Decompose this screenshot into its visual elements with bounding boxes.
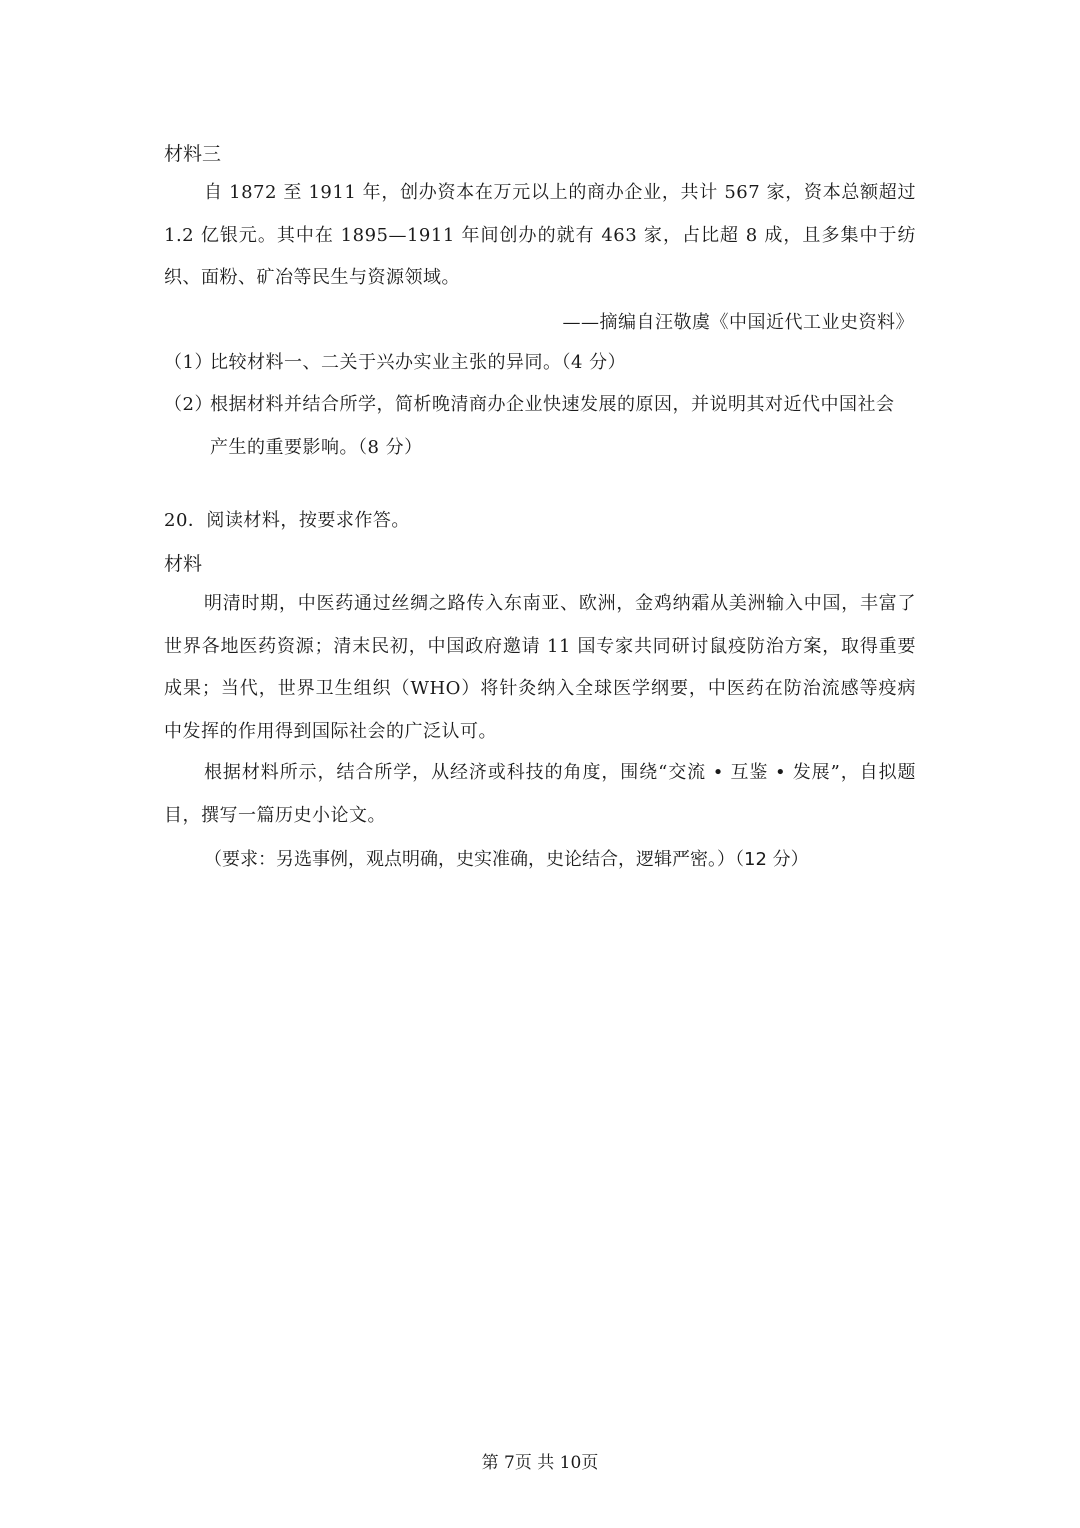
question-1-number: （1） <box>164 352 213 373</box>
question-2 <box>164 384 916 469</box>
question-20-material-heading: 材料 <box>164 553 203 575</box>
question-20-paragraph-2: 根据材料所示，结合所学，从经济或科技的角度，围绕“交流 • 互鉴 • 发展”，自拟题目，撰写一篇历史小论文。 <box>164 762 916 826</box>
question-20-title: 20．阅读材料，按要求作答。 <box>164 510 410 531</box>
question-1 <box>164 342 916 385</box>
question-1-text: 比较材料一、二关于兴办实业主张的异同。（4 分） <box>210 352 627 373</box>
material-3-source: ——摘编自汪敬虞《中国近代工业史资料》 <box>562 312 914 333</box>
question-20-paragraph-1: 明清时期，中医药通过丝绸之路传入东南亚、欧洲，金鸡纳霜从美洲输入中国，丰富了世界各地医药资源；清末民初，中国政府邀请 11 国专家共同研讨鼠疫防治方案，取得重要成果；当代，世界卫生组织（WHO）将针灸纳入全球医学纲要，中医药在防治流感等疫病中发挥的作用得到国际社会的广泛认可。 <box>164 593 916 742</box>
question-2-number: （2） <box>164 394 213 415</box>
material-3-heading: 材料三 <box>164 143 222 165</box>
question-20-requirement: （要求：另选事例，观点明确，史实准确，史论结合，逻辑严密。）（12 分） <box>204 849 809 870</box>
page-number-footer: 第 7页 共 10页 <box>481 1453 599 1473</box>
question-2-text: 根据材料并结合所学，简析晚清商办企业快速发展的原因，并说明其对近代中国社会 <box>210 394 895 415</box>
question-2-continuation: 产生的重要影响。（8 分） <box>210 436 423 458</box>
material-3-paragraph: 自 1872 至 1911 年，创办资本在万元以上的商办企业，共计 567 家，资本总额超过 1.2 亿银元。其中在 1895—1911 年间创办的就有 463 家，占比超 8 成，且多集中于纺织、面粉、矿冶等民生与资源领域。 <box>164 182 916 288</box>
